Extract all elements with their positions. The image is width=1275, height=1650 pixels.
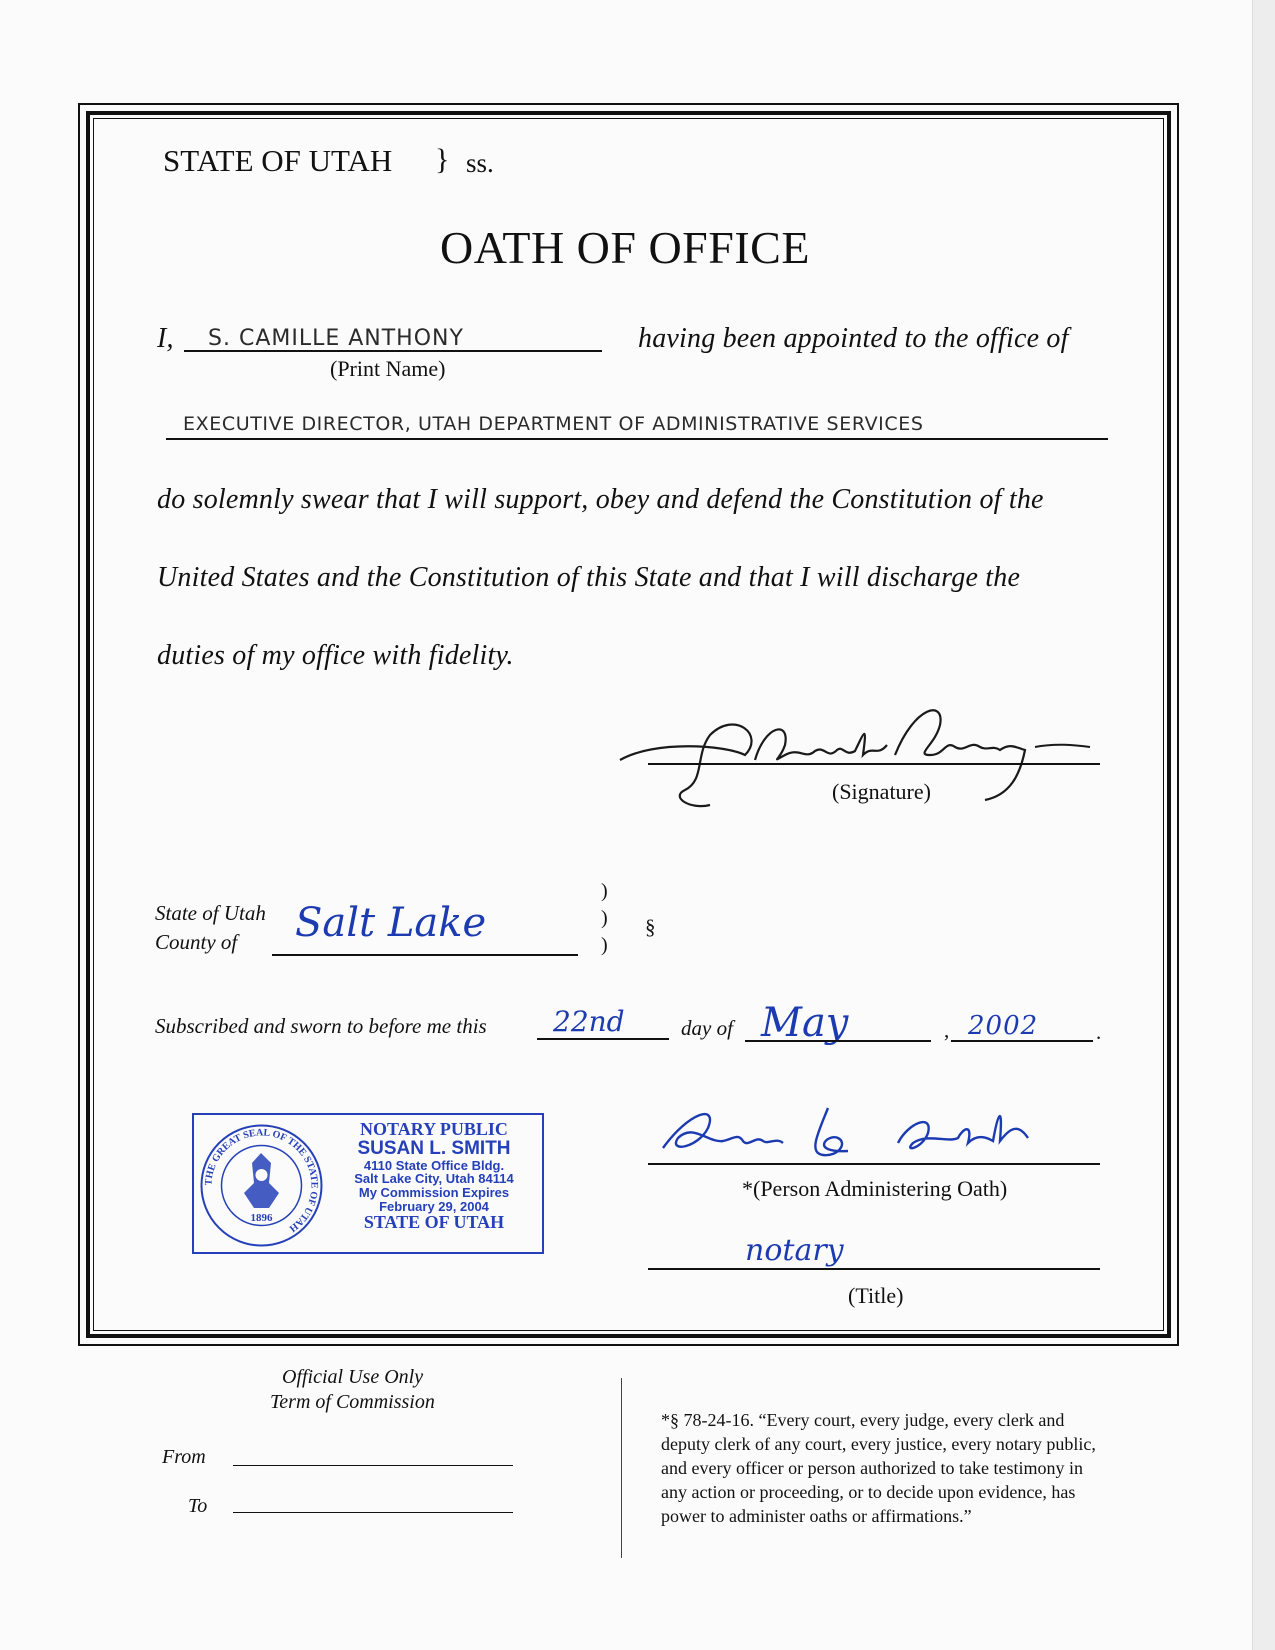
- signature-label: (Signature): [832, 779, 931, 804]
- statute-text: [661, 1408, 1096, 1528]
- print-name-value: S. CAMILLE ANTHONY: [208, 326, 464, 351]
- title-value: notary: [745, 1233, 844, 1268]
- seal-ring-text: THE GREAT SEAL OF THE STATE OF UTAH: [203, 1127, 320, 1234]
- day-of-label: day of: [681, 1016, 733, 1040]
- section-symbol: §: [645, 915, 656, 939]
- notary-stamp: [192, 1113, 544, 1254]
- applicant-signature: [615, 685, 1105, 830]
- paren-2: ): [601, 907, 608, 929]
- oath-i: I,: [157, 323, 174, 354]
- statute-line-1: *§ 78-24-16. “Every court, every judge, every clerk and: [661, 1410, 1065, 1430]
- to-label: To: [188, 1495, 208, 1517]
- statute-line-4: any action or proceeding, or to decide upon evidence, has: [661, 1482, 1076, 1502]
- county-value: Salt Lake: [295, 900, 487, 946]
- paren-3: ): [601, 934, 608, 956]
- county-line: [272, 954, 578, 956]
- statute-line-2: deputy clerk of any court, every justice, every notary public,: [661, 1434, 1096, 1454]
- oath-line-3: duties of my office with fidelity.: [157, 640, 514, 671]
- term-label: Term of Commission: [270, 1391, 435, 1413]
- state-seal-icon: [199, 1123, 324, 1248]
- statute-line-5: power to administer oaths or affirmations.”: [661, 1506, 972, 1526]
- heading-ss: ss.: [466, 148, 494, 178]
- office-line: [166, 438, 1108, 440]
- oath-line-2: United States and the Constitution of this State and that I will discharge the: [157, 562, 1021, 593]
- stamp-line-6: February 29, 2004: [379, 1198, 489, 1214]
- oath-line-1: do solemnly swear that I will support, obey and defend the Constitution of the: [157, 484, 1044, 515]
- to-line: [233, 1512, 513, 1513]
- paren-1: ): [601, 880, 608, 902]
- administrator-line: [648, 1163, 1100, 1165]
- stamp-line-2: SUSAN L. SMITH: [357, 1137, 511, 1159]
- document-title: OATH OF OFFICE: [440, 222, 810, 273]
- footer-divider: [621, 1378, 622, 1558]
- print-name-label: (Print Name): [330, 356, 446, 381]
- administrator-label: *(Person Administering Oath): [742, 1176, 1008, 1201]
- title-label: (Title): [848, 1283, 904, 1308]
- venue-state-label: State of Utah: [155, 901, 266, 925]
- stamp-line-3: 4110 State Office Bldg.: [363, 1157, 505, 1173]
- from-line: [233, 1465, 513, 1466]
- month-line: [745, 1040, 931, 1042]
- title-line: [648, 1268, 1100, 1270]
- year-value: 2002: [968, 1011, 1039, 1041]
- stamp-line-4: Salt Lake City, Utah 84114: [354, 1171, 514, 1187]
- official-use-label: Official Use Only: [282, 1366, 424, 1388]
- from-label: From: [162, 1446, 206, 1468]
- stamp-line-5: My Commission Expires: [358, 1185, 510, 1201]
- stamp-line-1: NOTARY PUBLIC: [360, 1119, 508, 1139]
- appointed-text: having been appointed to the office of: [638, 323, 1069, 354]
- venue-county-label: County of: [155, 930, 238, 954]
- stamp-line-7: STATE OF UTAH: [363, 1212, 505, 1233]
- statute-line-3: and every officer or person authorized to take testimony in: [661, 1458, 1084, 1478]
- print-name-line: [184, 350, 602, 352]
- signature-line: [648, 763, 1100, 765]
- heading-brace: }: [435, 143, 450, 176]
- page-edge: [1252, 0, 1275, 1650]
- day-value: 22nd: [553, 1005, 625, 1038]
- month-value: May: [761, 1000, 849, 1046]
- notary-signature: [648, 1093, 1098, 1173]
- stamp-text: [329, 1120, 539, 1232]
- year-line: [951, 1040, 1093, 1042]
- date-period: .: [1096, 1020, 1102, 1044]
- state-heading: STATE OF UTAH: [163, 143, 393, 178]
- office-value: EXECUTIVE DIRECTOR, UTAH DEPARTMENT OF ADMINISTRATIVE SERVICES: [183, 413, 924, 435]
- date-comma: ,: [944, 1018, 950, 1042]
- day-line: [537, 1038, 669, 1040]
- seal-year: 1896: [250, 1212, 273, 1224]
- subscribed-prefix: Subscribed and sworn to before me this: [155, 1014, 487, 1038]
